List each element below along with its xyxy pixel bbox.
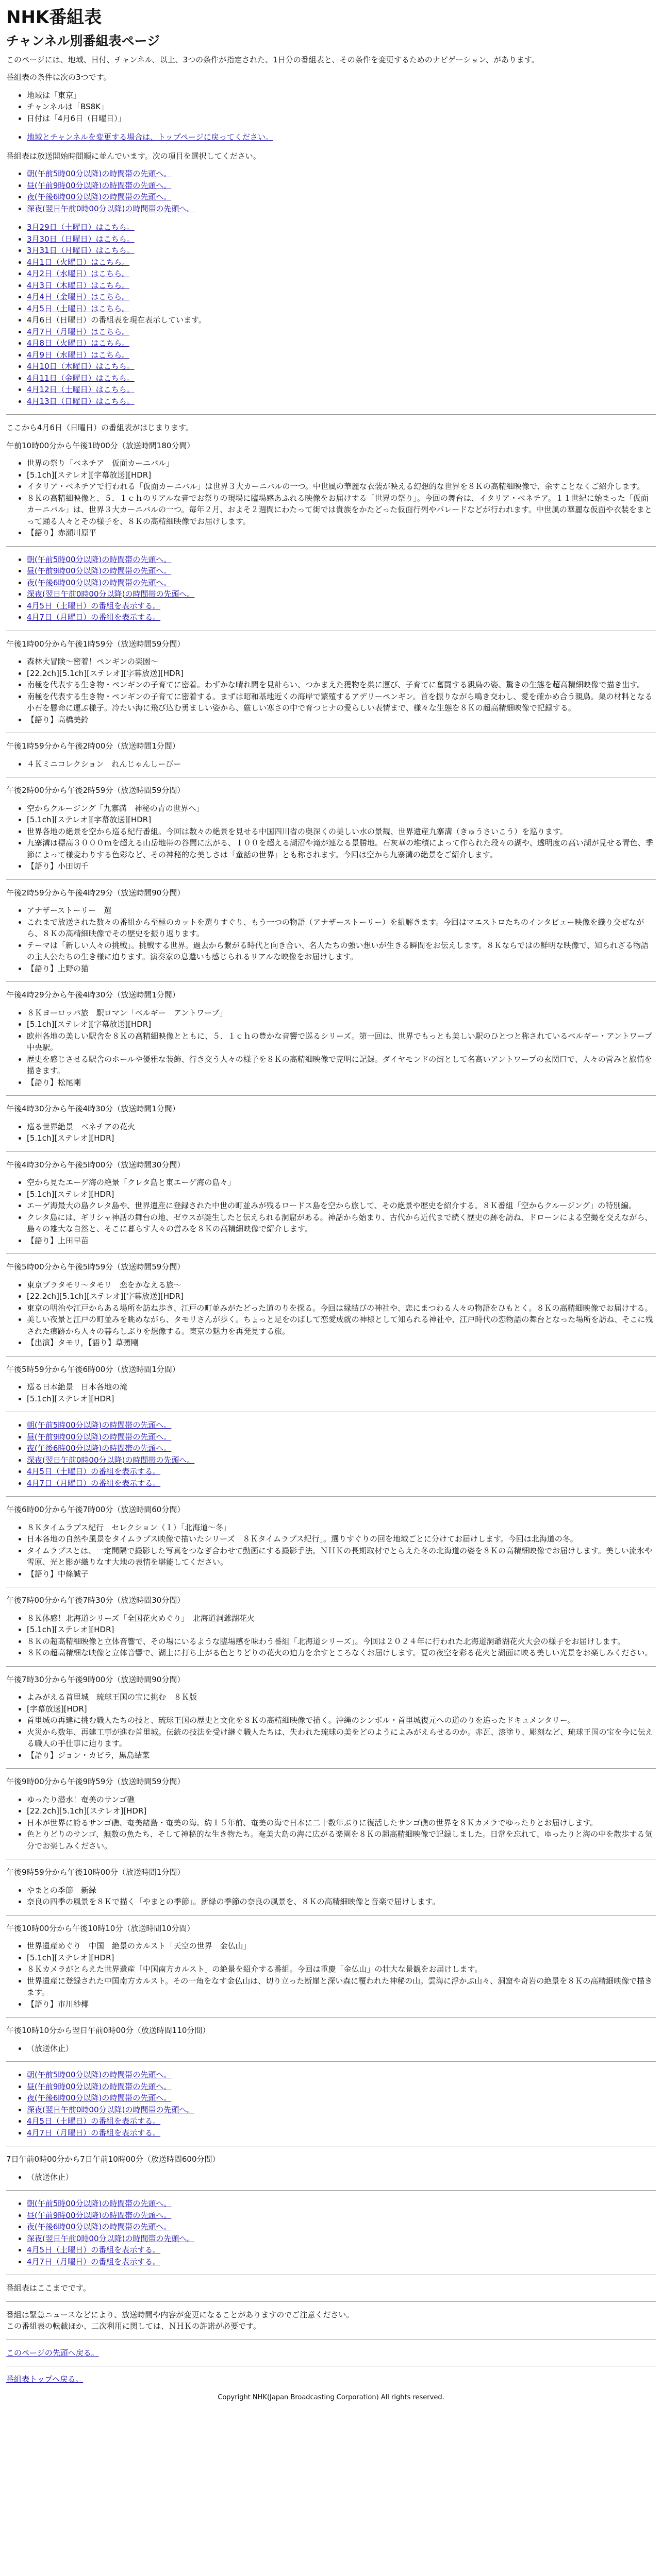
- section-nav-item: [27, 1478, 656, 1489]
- program-details: [6, 457, 656, 539]
- date-nav-item: [27, 372, 656, 384]
- divider: [6, 1151, 656, 1152]
- section-nav-link[interactable]: 4月7日（月曜日）の番組を表示する。: [27, 2128, 161, 2138]
- program-title: • 空から見たエーゲ海の絶景「クレタ島と東エーゲ海の島々」: [27, 1177, 656, 1189]
- section-nav-item: [27, 2256, 656, 2268]
- program-title: • 空からクルージング「九寨溝 神秘の青の世界へ」: [27, 803, 656, 815]
- section-nav-link[interactable]: 深夜(翌日午前0時00分以降)の時間帯の先頭へ。: [27, 589, 195, 599]
- program-list: [6, 440, 656, 2276]
- program-details: [6, 1940, 656, 2010]
- program-entry: [6, 440, 656, 631]
- section-nav-link[interactable]: 朝(午前5時00分以降)の時間帯の先頭へ。: [27, 2199, 172, 2209]
- program-detail: • 色とりどりのサンゴ、無数の魚たち、そして神秘的な生き物たち。奄美大島の海に広がる楽園を８Ｋの超高精細映像で記録しました。日常を忘れて、ゆったりと海の中を散歩する気分でお楽しみください。: [27, 1828, 656, 1852]
- copyright-footer: Copyright NHK(Japan Broadcasting Corporation) All rights reserved.: [218, 2393, 444, 2401]
- section-nav-link[interactable]: 昼(午前9時00分以降)の時間帯の先頭へ。: [27, 2210, 172, 2220]
- date-link[interactable]: 4月1日（火曜日）はこちら。: [27, 257, 130, 267]
- home-link[interactable]: 番組表トップへ戻る。: [6, 2375, 84, 2384]
- divider: [6, 2061, 656, 2062]
- program-detail: • 日本各地の自然や風景をタイムラプス映像で描いたシリーズ「８Ｋタイムラプス紀行」。選りすぐりの回を地域ごとに分けてお届けします。今回は北海道の冬。: [27, 1533, 656, 1545]
- section-nav-list: [6, 554, 656, 623]
- section-nav-list: [6, 1419, 656, 1489]
- date-nav-item: [27, 291, 656, 303]
- program-title: • ８Ｋタイムラプス紀行 セレクション（１）「北海道〜冬」: [27, 1522, 656, 1534]
- program-title: • ４Ｋミニコレクション れんじゃんしーびー: [27, 758, 656, 770]
- program-detail: • テーマは「新しい人々の挑戦」。挑戦する世界。過去から繋がる時代と向き合い、名人たちの強い想いが生きる瞬間をお伝えします。８Ｋならではの鮮明な映像で、知られざる物語の主人公たちの生き様に迫ります。演奏家の息遣いも感じられるリアルな映像をお届けします。: [27, 940, 656, 963]
- date-nav-item: [27, 396, 656, 408]
- section-nav-link[interactable]: 深夜(翌日午前0時00分以降)の時間帯の先頭へ。: [27, 1455, 195, 1465]
- program-entry: [6, 638, 656, 734]
- program-detail: • [5.1ch][ステレオ][HDR]: [27, 1393, 656, 1405]
- program-entry: [6, 2154, 656, 2275]
- program-detail: • [22.2ch][5.1ch][ステレオ][字幕放送][HDR]: [27, 668, 656, 680]
- date-nav-list: [6, 222, 656, 407]
- divider: [6, 1095, 656, 1096]
- date-nav-item: [27, 314, 656, 326]
- program-details: [6, 758, 656, 770]
- program-title: • （放送休止）: [27, 2043, 656, 2055]
- program-detail: • 【語り】赤瀬川原平: [27, 527, 656, 539]
- program-details: [6, 1885, 656, 1908]
- section-nav-link[interactable]: 昼(午前9時00分以降)の時間帯の先頭へ。: [27, 1432, 172, 1442]
- program-detail: • 南極を代表する生き物・ペンギンの子育てに密着。わずかな晴れ間を見計らい、つかまえた獲物を巣に運び、子育てに奮闘する親鳥の姿、驚きの生態を超高精細映像で描き出す。: [27, 679, 656, 691]
- date-link[interactable]: 4月11日（金曜日）はこちら。: [27, 373, 135, 383]
- program-detail: • 首里城の再建に挑む職人たちの技と、琉球王国の歴史と文化を８Ｋの高精細映像で描く。沖縄のシンボル・首里城復元への道のりを追ったドキュメンタリー。: [27, 1715, 656, 1726]
- date-nav-item: [27, 384, 656, 396]
- date-nav-item: [27, 361, 656, 372]
- program-entry: [6, 1923, 656, 2018]
- program-title: • ゆったり潜水！奄美のサンゴ礁: [27, 1794, 656, 1806]
- program-entry: [6, 1867, 656, 1916]
- date-link[interactable]: 3月31日（月曜日）はこちら。: [27, 246, 135, 256]
- divider: [6, 1253, 656, 1254]
- program-detail: • 九寨溝は標高３０００ｍを超える山岳地帯の谷間に広がる、１００を超える湖沼や滝が連なる景勝地。石灰華の堆積によって作られた段々の湖や、透明度の高い湖が見せる青色、季節によって様変わりする色彩など、その神秘的な美しさは「童話の世界」とも称されます。今回は空から九寨溝の絶景をご紹介します。: [27, 837, 656, 860]
- section-nav-link[interactable]: 昼(午前9時00分以降)の時間帯の先頭へ。: [27, 2081, 172, 2091]
- program-time: 午後4時30分から午後4時30分（放送時間1分間）: [6, 1104, 180, 1114]
- intro-text: このページには、地域、日付、チャンネル、以上、3つの条件が指定された、1日分の番組表と、その条件を変更するためのナビゲーション、があります。: [6, 55, 539, 64]
- date-link[interactable]: 4月8日（火曜日）はこちら。: [27, 338, 130, 348]
- program-time: 7日午前0時00分から7日午前10時00分（放送時間600分間）: [6, 2155, 220, 2164]
- program-detail: • 世界遺産に登録された中国南方カルスト。その一角をなす金仏山は、切り立った断崖と深い森に覆われた神秘の山。雲海に浮かぶ山々、洞窟や奇岩の絶景を８Ｋの高精細映像で描きます。: [27, 1975, 656, 1998]
- page-subtitle: チャンネル別番組表ページ: [6, 33, 160, 48]
- section-nav-item: [27, 2221, 656, 2233]
- section-nav-link[interactable]: 4月5日（土曜日）の番組を表示する。: [27, 2245, 161, 2255]
- program-entry: [6, 989, 656, 1096]
- condition-date: • 日付は「4月6日（日曜日）」: [27, 113, 656, 125]
- program-detail: • 美しい夜景と江戸の町並みを眺めながら、タモリさんが歩く。ちょっと足をのばして恋愛成就の神様として知られる神社や、江戸時代の恋物語の舞台となった場所を訪ね、そこに残された痕跡から人々の暮らしぶりを想像する。東京の魅力を再発見する旅。: [27, 1314, 656, 1337]
- divider: [6, 879, 656, 880]
- section-nav-item: [27, 2115, 656, 2127]
- divider: [6, 1768, 656, 1769]
- list-start-text: ここから4月6日（日曜日）の番組表がはじまります。: [6, 423, 193, 433]
- section-nav-item: [27, 1466, 656, 1478]
- program-detail: • 東京の明治や江戸からある場所を訪ね歩き、江戸の町並みがたどった道のりを探る。今回は縁結びの神社や、恋にまつわる人々の物語をひもとく。８Ｋの高精細映像でお届けする。: [27, 1302, 656, 1314]
- divider: [6, 1915, 656, 1916]
- section-nav-item: [27, 2127, 656, 2139]
- section-nav-link[interactable]: 4月7日（月曜日）の番組を表示する。: [27, 1478, 161, 1488]
- date-nav-item: [27, 303, 656, 315]
- program-entry: [6, 1776, 656, 1859]
- program-detail: • エーゲ海最大の島クレタ島や、世界遺産に登録された中世の町並みが残るロードス島を空から旅して、その絶景や歴史を紹介する。８Ｋ番組「空からクルージング」の特別編。: [27, 1200, 656, 1212]
- program-entry: [6, 1674, 656, 1769]
- program-detail: • 【語り】ジョン・カビラ，黒島結菜: [27, 1750, 656, 1761]
- section-nav-link[interactable]: 4月5日（土曜日）の番組を表示する。: [27, 1467, 161, 1477]
- program-detail: • ８Ｋの超高精細な映像と立体音響で、湖上に打ち上がる色とりどりの花火の迫力を余すところなくお届けします。夏の夜空を彩る花火と湖面に映る美しい光景をお楽しみください。: [27, 1647, 656, 1659]
- section-nav-item: [27, 600, 656, 612]
- program-detail: • これまで放送された数々の番組から至極のカットを選りすぐり、もう一つの物語（アナザーストーリー）を紐解きます。今回はマエストロたちのインタビュー映像を織り交ぜながら、８Ｋの高精細映像でその歴史を振り返ります。: [27, 917, 656, 940]
- program-entry: [6, 1504, 656, 1587]
- program-time: 午後10時10分から翌日午前0時00分（放送時間110分間）: [6, 2026, 210, 2036]
- program-detail: • 日本が世界に誇るサンゴ礁、奄美諸島・奄美の海。約１５年前、奄美の海で日本に二十数年ぶりに復活したサンゴ礁の世界を８Ｋカメラでゆったりとお届けします。: [27, 1817, 656, 1829]
- date-link[interactable]: 4月7日（月曜日）はこちら。: [27, 327, 130, 336]
- divider: [6, 546, 656, 547]
- date-link[interactable]: 4月3日（木曜日）はこちら。: [27, 280, 130, 290]
- section-nav-item: [27, 577, 656, 589]
- program-details: [6, 2172, 656, 2183]
- change-region-link[interactable]: 地域とチャンネルを変更する場合は、トップページに戻ってください。: [27, 132, 273, 142]
- program-detail: • 【語り】市川紗椰: [27, 1998, 656, 2010]
- program-detail: • 【語り】松尾剛: [27, 1077, 656, 1089]
- program-detail: • ８Ｋカメラがとらえた世界遺産「中国南方カルスト」の絶景を紹介する番組。今回は重慶「金仏山」の壮大な景観をお届けします。: [27, 1963, 656, 1975]
- section-nav-item: [27, 1419, 656, 1431]
- program-detail: • 欧州各地の美しい駅舎を８Ｋの高精細映像とともに、５．１ｃｈの豊かな音響で巡るシリーズ。第一回は、世界でもっとも美しい駅のひとつと称されているベルギー・アントワープ中央駅。: [27, 1030, 656, 1054]
- section-nav-item: [27, 2198, 656, 2210]
- program-time: 午後9時59分から午後10時00分（放送時間1分間）: [6, 1868, 185, 1877]
- program-detail: • 【語り】小田切千: [27, 860, 656, 872]
- divider: [6, 2017, 656, 2018]
- time-link-morning[interactable]: 朝(午前5時00分以降)の時間帯の先頭へ。: [27, 169, 172, 179]
- program-detail: • [字幕放送][HDR]: [27, 1703, 656, 1715]
- program-detail: • 奈良の四季の風景を８Ｋで描く「やまとの季節」。新緑の季節の奈良の風景を、８Ｋの高精細映像と音楽で届けします。: [27, 1896, 656, 1908]
- section-nav-item: [27, 2210, 656, 2222]
- program-details: [6, 1279, 656, 1349]
- date-nav-item: [27, 280, 656, 292]
- date-link[interactable]: 3月30日（日曜日）はこちら。: [27, 234, 135, 244]
- program-detail: • イタリア・ベネチアで行われる「仮面カーニバル」は世界３大カーニバルの一つ。中世風の華麗な衣装が映える幻想的な世界を８Ｋの高精細映像で、余すことなくご紹介します。: [27, 481, 656, 493]
- program-detail: • 火災から数年、再建工事が進む首里城。伝統の技法を受け継ぐ職人たちは、失われた琉球の美をどのようによみがえらせるのか。赤瓦、漆塗り、彫刻など、琉球王国の宝を今に伝える職人の手仕事に迫ります。: [27, 1726, 656, 1750]
- conditions-intro: 番組表の条件は次の3つです。: [6, 73, 111, 82]
- program-entry: [6, 887, 656, 982]
- divider: [6, 1356, 656, 1357]
- program-detail: • [5.1ch][ステレオ][HDR]: [27, 1952, 656, 1964]
- program-detail: • 南極を代表する生き物・ペンギンの子育てに密着する。まずは昭和基地近くの海岸で繁殖するアデリーペンギン。首を振りながら鳴き交わし、愛を確かめ合う親鳥。巣の材料となる小石を懸命に運ぶ様子。冷たい海に飛び込む勇ましい姿から、厳しい寒さの中で育つヒナの愛らしい表情まで、様々な生態を８Ｋの超高精細映像で記録する。: [27, 691, 656, 714]
- program-detail: • [5.1ch][ステレオ][字幕放送][HDR]: [27, 469, 656, 481]
- section-nav-link[interactable]: 夜(午後6時00分以降)の時間帯の先頭へ。: [27, 578, 172, 587]
- program-detail: • 【語り】上野の猫: [27, 963, 656, 975]
- program-title: • 東京ブラタモリ〜タモリ 恋をかなえる旅〜: [27, 1279, 656, 1291]
- program-details: [6, 2043, 656, 2055]
- date-nav-item: [27, 326, 656, 338]
- program-detail: • ８Ｋの高精細映像と、５．１ｃｈのリアルな音でお祭りの現場に臨場感あふれる映像をお届けする「世界の祭り」。今回の舞台は、イタリア・ベネチア。１１世紀に始まった「仮面カーニバル」は、世界３大カーニバルの一つ。毎年２月、およそ２週間にわたって街では貴族をかたどった仮面行列やパレードなどが行われます。中世風の華麗な仮面や衣装をまとって踊る人々とその様子を、８Ｋの高精細映像でお届けします。: [27, 493, 656, 528]
- program-details: [6, 1007, 656, 1089]
- divider: [6, 981, 656, 982]
- program-time: 午後7時00分から午後7時30分（放送時間30分間）: [6, 1596, 185, 1605]
- condition-channel: • チャンネルは「BS8K」: [27, 101, 656, 113]
- section-nav-link[interactable]: 4月5日（土曜日）の番組を表示する。: [27, 2116, 161, 2126]
- section-nav-list: [6, 2069, 656, 2139]
- program-entry: [6, 1364, 656, 1497]
- date-link[interactable]: 4月13日（日曜日）はこちら。: [27, 396, 135, 406]
- program-details: [6, 1381, 656, 1404]
- section-nav-link[interactable]: 夜(午後6時00分以降)の時間帯の先頭へ。: [27, 2222, 172, 2232]
- section-nav-link[interactable]: 4月7日（月曜日）の番組を表示する。: [27, 613, 161, 622]
- section-nav-item: [27, 554, 656, 566]
- program-detail: • [5.1ch][ステレオ][HDR]: [27, 1624, 656, 1636]
- program-details: [6, 1522, 656, 1580]
- program-entry: [6, 740, 656, 777]
- program-detail: • 【出演】タモリ，【語り】草彅剛: [27, 1337, 656, 1349]
- program-time: 午後10時00分から午後10時10分（放送時間10分間）: [6, 1923, 195, 1933]
- divider: [6, 1496, 656, 1497]
- program-title: • やまとの季節 新緑: [27, 1885, 656, 1896]
- section-nav-link[interactable]: 深夜(翌日午前0時00分以降)の時間帯の先頭へ。: [27, 2105, 195, 2114]
- notice-line-2: この番組表の転載ほか、二次利用に関しては、ＮＨＫの許諾が必要です。: [6, 2321, 261, 2331]
- program-details: [6, 905, 656, 974]
- time-link-noon[interactable]: 昼(午前9時00分以降)の時間帯の先頭へ。: [27, 180, 172, 190]
- program-details: [6, 1691, 656, 1761]
- time-link-evening[interactable]: 夜(午後6時00分以降)の時間帯の先頭へ。: [27, 192, 172, 202]
- program-detail: • [5.1ch][ステレオ][字幕放送][HDR]: [27, 814, 656, 826]
- date-link[interactable]: 3月29日（土曜日）はこちら。: [27, 223, 135, 232]
- program-detail: • クレタ島には、ギリシャ神話の舞台の地、ゼウスが誕生したと伝えられる洞窟がある。神話から始まり、古代から近代まで続く歴史の跡を訪ね、ドローンによる空撮を交えながら、島々の雄大な自然と、そこに暮らす人々の営みを８Ｋの高精細映像で紹介します。: [27, 1212, 656, 1235]
- program-title: • （放送休止）: [27, 2172, 656, 2183]
- program-title: • 巡る日本絶景 日本各地の滝: [27, 1381, 656, 1393]
- program-title: • ８Ｋ体感！北海道シリーズ「全国花火めぐり」 北海道洞爺湖花火: [27, 1613, 656, 1624]
- date-nav-item: [27, 222, 656, 233]
- program-time: 午後5時59分から午後6時00分（放送時間1分間）: [6, 1364, 180, 1374]
- program-time: 午後6時00分から午後7時00分（放送時間60分間）: [6, 1505, 185, 1515]
- section-nav-link[interactable]: 朝(午前5時00分以降)の時間帯の先頭へ。: [27, 1420, 172, 1430]
- program-detail: • [5.1ch][ステレオ][HDR]: [27, 1189, 656, 1200]
- program-time: 午後1時59分から午後2時00分（放送時間1分間）: [6, 741, 180, 751]
- program-time: 午後2時00分から午後2時59分（放送時間59分間）: [6, 786, 185, 795]
- program-time: 午後1時00分から午後1時59分（放送時間59分間）: [6, 639, 185, 649]
- program-time: 午前10時00分から午後1時00分（放送時間180分間）: [6, 440, 195, 450]
- divider: [6, 1666, 656, 1667]
- section-nav-link[interactable]: 4月7日（月曜日）の番組を表示する。: [27, 2257, 161, 2266]
- program-detail: • 【語り】中條誠子: [27, 1568, 656, 1580]
- date-link[interactable]: 4月4日（金曜日）はこちら。: [27, 292, 130, 302]
- divider: [6, 414, 656, 415]
- divider: [6, 2301, 656, 2302]
- program-detail: • ８Ｋの超高精細映像と立体音響で、その場にいるような臨場感を味わう番組「北海道シリーズ」。今回は２０２４年に行われた北海道洞爺湖花火大会の様子をお届けします。: [27, 1636, 656, 1648]
- date-link[interactable]: 4月2日（水曜日）はこちら。: [27, 269, 130, 279]
- program-entry: [6, 2025, 656, 2146]
- program-details: [6, 1121, 656, 1144]
- program-title: • 世界遺産めぐり 中国 絶景のカルスト「天空の世界 金仏山」: [27, 1940, 656, 1952]
- program-detail: • [5.1ch][ステレオ][字幕放送][HDR]: [27, 1019, 656, 1030]
- program-entry: [6, 1595, 656, 1667]
- program-details: [6, 803, 656, 872]
- date-nav-item: [27, 349, 656, 361]
- program-detail: • 歴史を感じさせる駅舎のホールや優雅な装飾、行き交う人々の様子を８Ｋの高精細映像で克明に記録。ダイヤモンドの街として名高いアントワープの玄関口で、人々の営みと旅情を描きます。: [27, 1054, 656, 1077]
- notice-line-1: 番組は緊急ニュースなどにより、放送時間や内容が変更になることがありますのでご注意ください。: [6, 2310, 354, 2319]
- program-details: [6, 1613, 656, 1659]
- program-title: • アナザーストーリー 選: [27, 905, 656, 917]
- section-nav-item: [27, 612, 656, 623]
- time-intro: 番組表は放送開始時間順に並んでいます。次の項目を選択してください。: [6, 151, 261, 161]
- section-nav-link[interactable]: 夜(午後6時00分以降)の時間帯の先頭へ。: [27, 2093, 172, 2103]
- back-to-top-link[interactable]: このページの先頭へ戻る。: [6, 2348, 99, 2358]
- section-nav-item: [27, 588, 656, 600]
- condition-region: • 地域は「東京」: [27, 90, 656, 101]
- section-nav-link[interactable]: 深夜(翌日午前0時00分以降)の時間帯の先頭へ。: [27, 2233, 195, 2243]
- divider: [6, 2190, 656, 2191]
- list-end-text: 番組表はここまでです。: [6, 2283, 91, 2293]
- program-detail: • [5.1ch][ステレオ][HDR]: [27, 1132, 656, 1144]
- section-nav-link[interactable]: 朝(午前5時00分以降)の時間帯の先頭へ。: [27, 2070, 172, 2080]
- program-entry: [6, 1261, 656, 1357]
- notice-text: [6, 2309, 656, 2332]
- program-detail: • [22.2ch][5.1ch][ステレオ][HDR]: [27, 1805, 656, 1817]
- program-time: 午後2時59分から午後4時29分（放送時間90分間）: [6, 888, 185, 897]
- program-time: 午後5時00分から午後5時59分（放送時間59分間）: [6, 1262, 185, 1272]
- section-nav-item: [27, 565, 656, 577]
- section-nav-link[interactable]: 4月5日（土曜日）の番組を表示する。: [27, 601, 161, 611]
- section-nav-item: [27, 2244, 656, 2256]
- section-nav-item: [27, 1431, 656, 1443]
- program-entry: [6, 785, 656, 880]
- date-nav-item: [27, 257, 656, 268]
- program-detail: • 【語り】高橋美鈴: [27, 714, 656, 726]
- date-nav-item: [27, 233, 656, 245]
- program-title: • ８Ｋヨーロッパ旅 駅ロマン「ベルギー アントワープ」: [27, 1007, 656, 1019]
- program-details: [6, 1177, 656, 1246]
- program-detail: • [22.2ch][5.1ch][ステレオ][字幕放送][HDR]: [27, 1291, 656, 1302]
- date-link[interactable]: 4月10日（木曜日）はこちら。: [27, 362, 135, 371]
- change-link-list: [6, 131, 656, 143]
- program-entry: [6, 1103, 656, 1152]
- program-title: • 世界の祭り「ベネチア 仮面カーニバル」: [27, 457, 656, 469]
- date-link[interactable]: 4月5日（土曜日）はこちら。: [27, 303, 130, 313]
- program-entry: [6, 1159, 656, 1255]
- section-nav-item: [27, 1443, 656, 1454]
- date-link[interactable]: 4月9日（水曜日）はこちら。: [27, 350, 130, 360]
- date-link[interactable]: 4月12日（土曜日）はこちら。: [27, 385, 135, 395]
- program-title: • 森林大冒険〜密着！ペンギンの楽園〜: [27, 656, 656, 668]
- program-time: 午後7時30分から午後9時00分（放送時間90分間）: [6, 1674, 185, 1684]
- section-nav-item: [27, 2233, 656, 2245]
- section-nav-link[interactable]: 夜(午後6時00分以降)の時間帯の先頭へ。: [27, 1444, 172, 1453]
- current-date-label: 4月6日（日曜日）の番組表を現在表示しています。: [27, 315, 206, 325]
- program-time: 午後4時29分から午後4時30分（放送時間1分間）: [6, 990, 180, 1000]
- program-title: • 巡る世界絶景 ベネチアの花火: [27, 1121, 656, 1133]
- section-nav-item: [27, 1454, 656, 1466]
- program-detail: • 世界各地の絶景を空から巡る紀行番組。今回は数々の絶景を見せる中国四川省の奥深くの美しい水の景観、世界遺産九寨溝（きゅうさいこう）を巡ります。: [27, 826, 656, 838]
- program-details: [6, 656, 656, 725]
- section-nav-item: [27, 2104, 656, 2116]
- section-nav-item: [27, 2081, 656, 2093]
- date-nav-item: [27, 268, 656, 280]
- program-time: 午後4時30分から午後5時00分（放送時間30分間）: [6, 1160, 185, 1170]
- program-details: [6, 1794, 656, 1852]
- time-nav-list: [6, 168, 656, 214]
- date-nav-item: [27, 245, 656, 257]
- section-nav-item: [27, 2092, 656, 2104]
- conditions-list: [6, 90, 656, 125]
- program-detail: • 【語り】上田早苗: [27, 1235, 656, 1247]
- program-detail: • タイムラプスとは、一定間隔で撮影した写真をつなぎ合わせて動画にする撮影手法。ＮＨＫの長期取材でとらえた冬の北海道の姿を８Ｋの高精細映像でお届けします。美しい流氷や雪原、光と影が織りなす大地の表情を堪能してください。: [27, 1545, 656, 1568]
- program-time: 午後9時00分から午後9時59分（放送時間59分間）: [6, 1777, 185, 1787]
- program-title: • よみがえる首里城 琉球王国の宝に挑む ８Ｋ版: [27, 1691, 656, 1703]
- time-link-midnight[interactable]: 深夜(翌日午前0時00分以降)の時間帯の先頭へ。: [27, 204, 195, 213]
- section-nav-link[interactable]: 昼(午前9時00分以降)の時間帯の先頭へ。: [27, 566, 172, 576]
- page-title: NHK番組表: [6, 7, 102, 28]
- date-nav-item: [27, 337, 656, 349]
- section-nav-link[interactable]: 朝(午前5時00分以降)の時間帯の先頭へ。: [27, 554, 172, 564]
- section-nav-list: [6, 2198, 656, 2267]
- section-nav-item: [27, 2069, 656, 2081]
